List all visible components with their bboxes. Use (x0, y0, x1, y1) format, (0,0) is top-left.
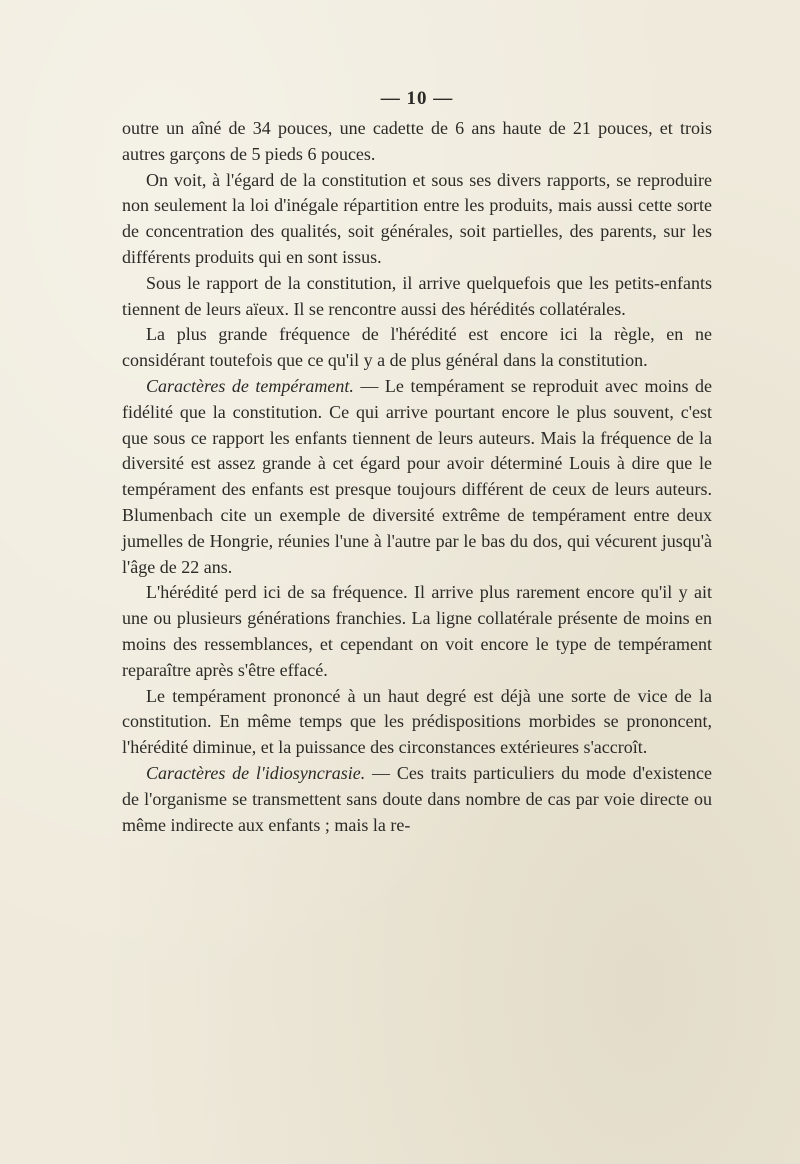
section-heading-idiosyncrasie: Caractères de l'idiosyncrasie. (146, 762, 366, 783)
paragraph-4: La plus grande fréquence de l'hérédité est encore ici la règle, en ne considérant toutefois que ce qu'il y a de plus général dans la constitution. (122, 324, 712, 371)
paragraph-3: Sous le rapport de la constitution, il arrive quelquefois que les petits-enfants tiennent de leurs aïeux. Il se rencontre aussi des hérédités collatérales. (122, 272, 712, 319)
paragraph-1: outre un aîné de 34 pouces, une cadette de 6 ans haute de 21 pouces, et trois autres garçons de 5 pieds 6 pouces. (122, 118, 712, 164)
paragraph-2: On voit, à l'égard de la constitution et sous ses divers rapports, se reproduire non seulement la loi d'inégale répartition entre les produits, mais aussi cette sorte de concentration des qualités, soit générales, soit partielles, des parents, sur les différents produits qui en sont issus. (122, 169, 712, 267)
paper-blemish (232, 1022, 238, 1036)
paragraph-6: L'hérédité perd ici de sa fréquence. Il arrive plus rarement encore qu'il y ait une ou plusieurs générations franchies. La ligne collatérale présente de moins en moins des ressemblances, et cependant on voit encore le type de tempérament reparaître après s'être effacé. (122, 582, 712, 680)
paragraph-8 (122, 761, 712, 838)
paragraph-5 (122, 374, 712, 580)
book-page (122, 86, 712, 838)
paragraph-5-body: — Le tempérament se reproduit avec moins de fidélité que la constitution. Ce qui arrive pourtant encore le plus souvent, c'est que sous ce rapport les enfants tiennent de leurs auteurs. Mais la fréquence de la diversité est assez grande à cet égard pour avoir déterminé Louis à dire que le tempérament des enfants est presque toujours différent de ceux de leurs auteurs. Blumenbach cite un exemple de diversité extrême de tempérament entre deux jumelles de Hongrie, réunies l'une à l'autre par le bas du dos, qui vécurent jusqu'à l'âge de 22 ans. (122, 375, 712, 577)
paragraph-8-body: — Ces traits particuliers du mode d'existence de l'organisme se transmettent sans doute dans nombre de cas par voie directe ou même indirecte aux enfants ; mais la re- (122, 762, 712, 835)
section-heading-temperament: Caractères de tempérament. (146, 375, 354, 396)
paragraph-7: Le tempérament prononcé à un haut degré est déjà une sorte de vice de la constitution. En même temps que les prédispositions morbides se prononcent, l'hérédité diminue, et la puissance des circonstances extérieures s'accroît. (122, 685, 712, 758)
page-number: — 10 — (380, 88, 454, 109)
